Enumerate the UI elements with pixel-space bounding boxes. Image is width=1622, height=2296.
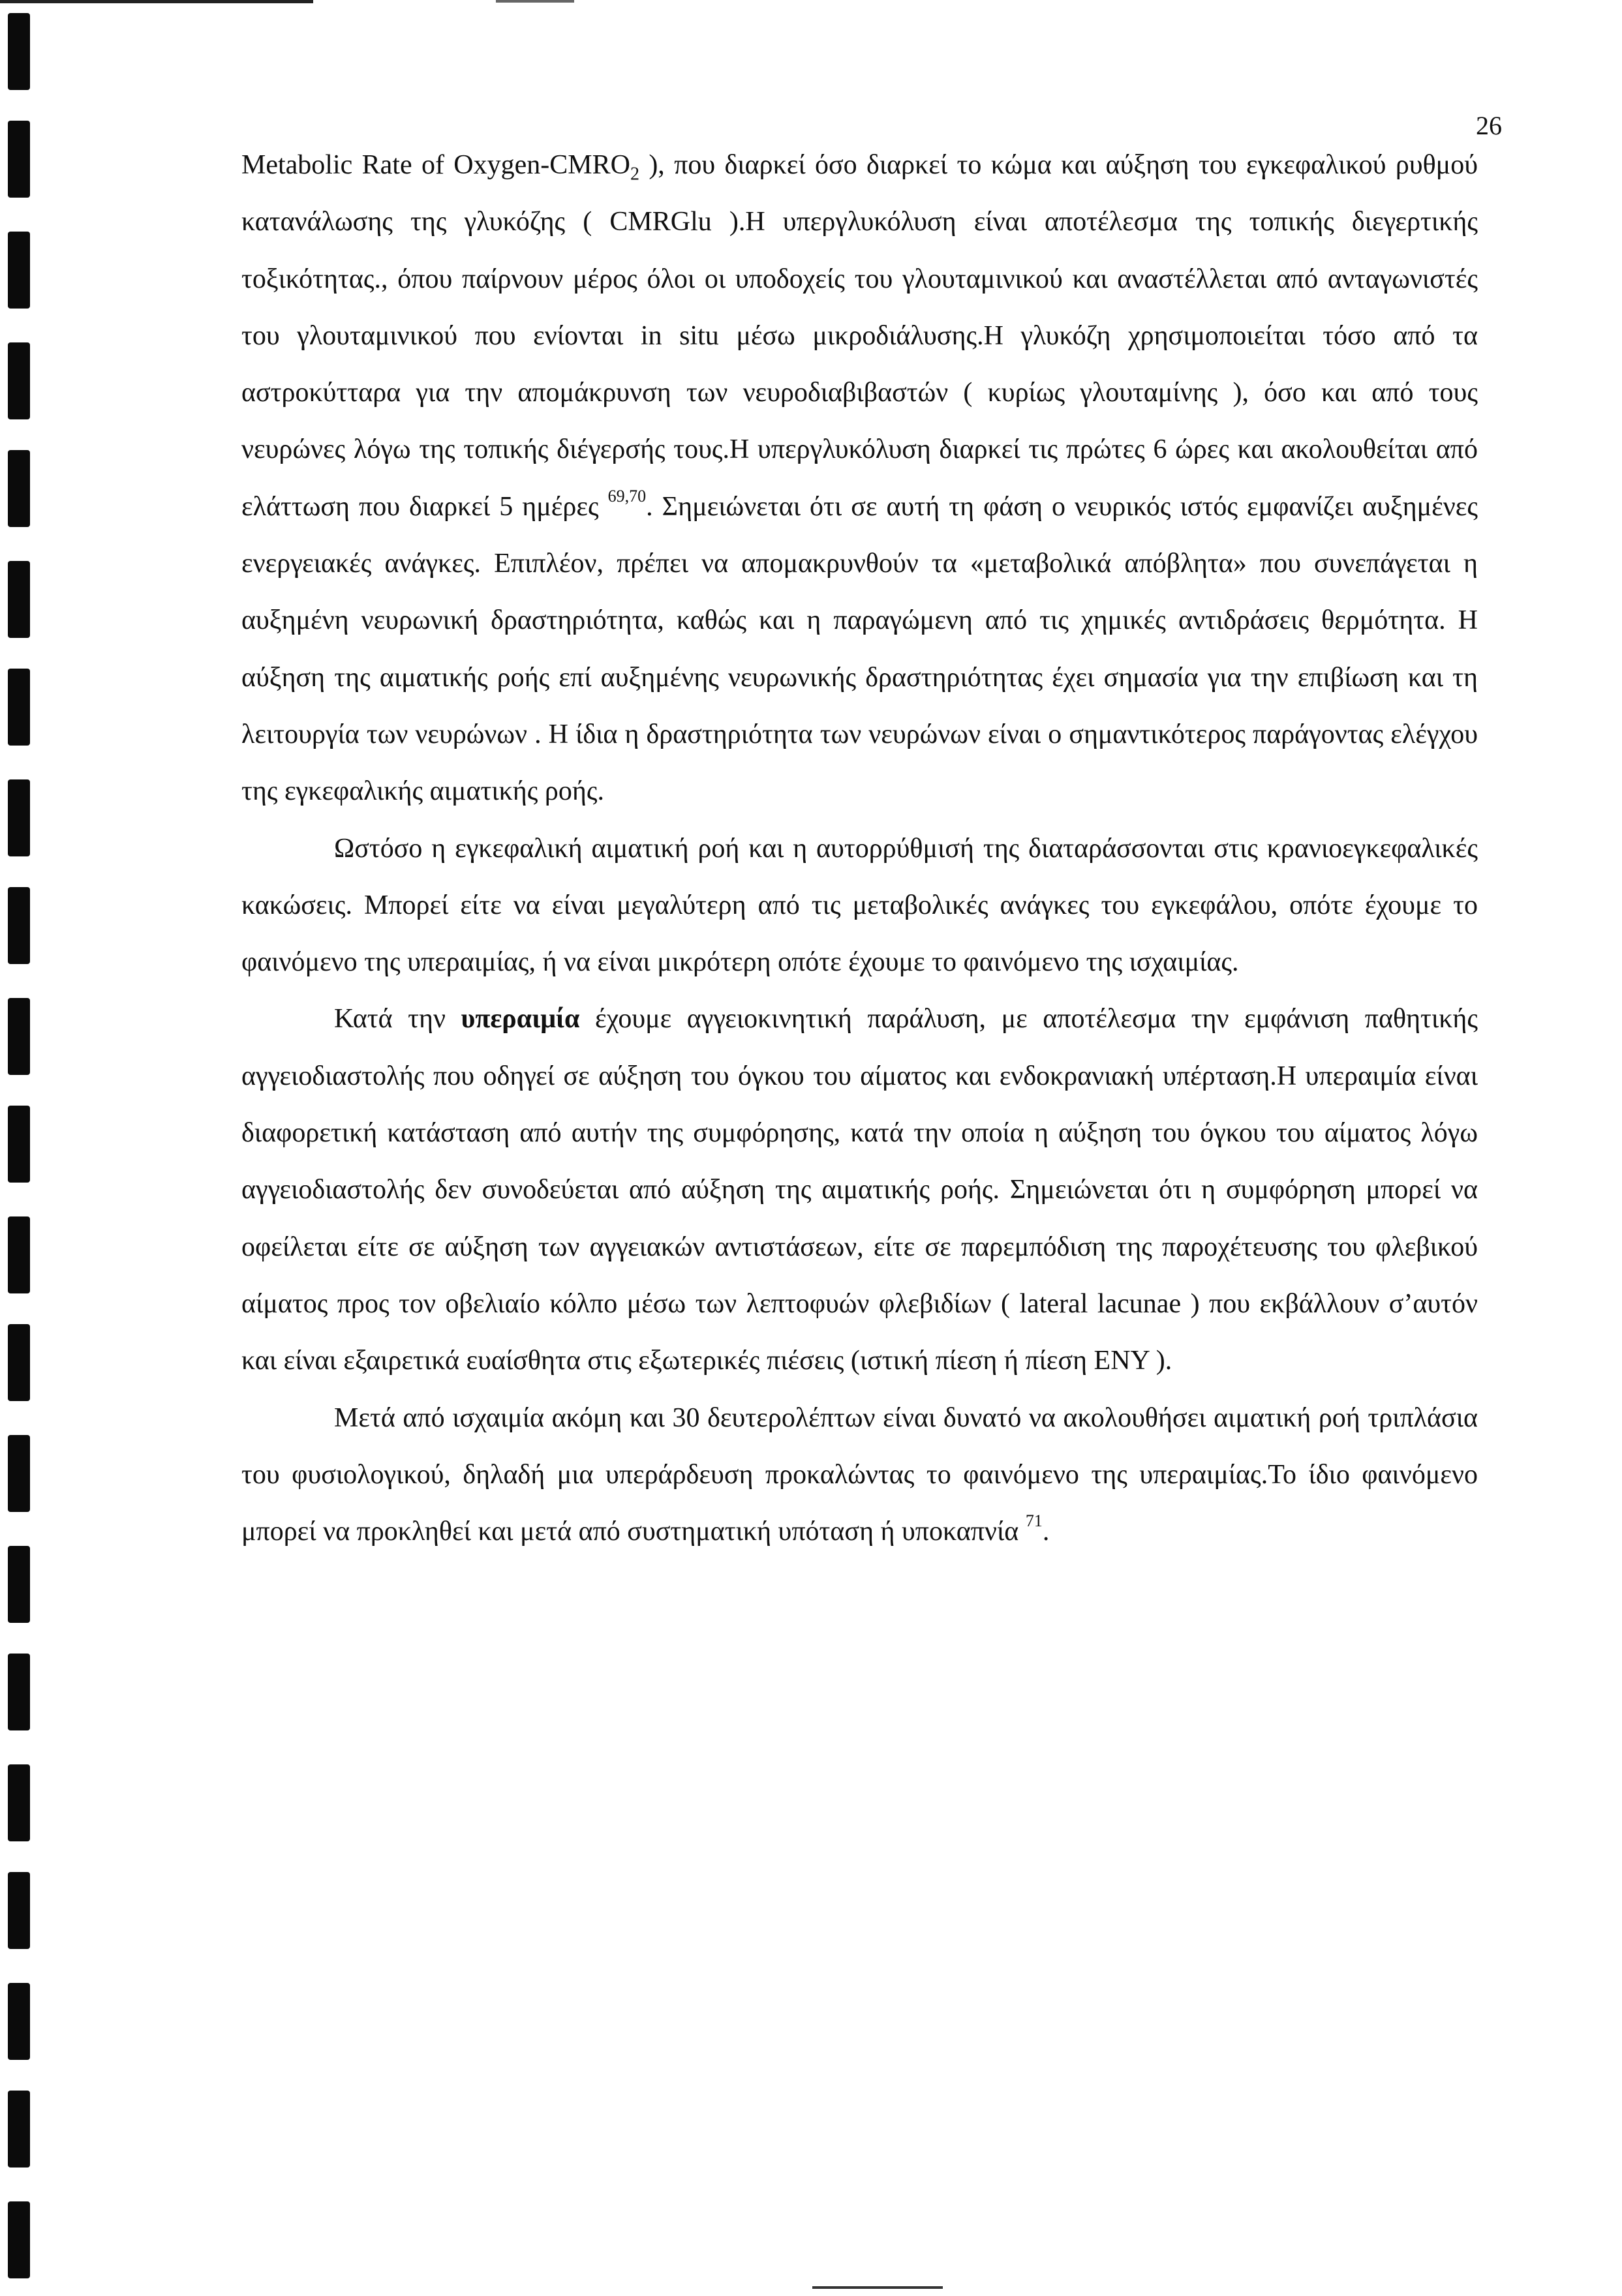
binding-mark <box>8 13 30 90</box>
page-number: 26 <box>1476 111 1502 140</box>
paragraph-3 <box>241 991 1478 1389</box>
binding-mark <box>8 232 30 309</box>
paragraph-4 <box>241 1390 1478 1561</box>
binding-mark <box>8 1324 30 1401</box>
subscript: 2 <box>630 164 639 185</box>
text-run: έχουμε αγγειοκινητική παράλυση, με αποτέλεσμα την εμφάνιση παθητικής αγγειοδιαστολής που οδηγεί σε αύξηση του όγκου του αίματος και ενδοκρανιακή υπέρταση.Η υπεραιμία είναι διαφορετική κατάσταση από αυτήν της συμφόρησης, κατά την οποία η αύξηση του όγκου του αίματος λόγω αγγειοδιαστολής δεν συνοδεύεται από αύξηση της αιματικής ροής. Σημειώνεται ότι η συμφόρηση μπορεί να οφείλεται είτε σε αύξηση των αγγειακών αντιστάσεων, είτε σε παρεμπόδιση της παροχέτευσης του φλεβικού αίματος προς τον οβελιαίο κόλπο μέσω των λεπτοφυών φλεβιδίων ( lateral lacunae ) που εκβάλλουν σ’αυτόν και είναι εξαιρετικά ευαίσθητα στις εξωτερικές πιέσεις (ιστική πίεση ή πίεση ΕΝΥ ). <box>241 1004 1478 1376</box>
text-run: Ωστόσο η εγκεφαλική αιματική ροή και η αυτορρύθμισή της διαταράσσονται στις κρανιοεγκεφαλικές κακώσεις. Μπορεί είτε να είναι μεγαλύτερη από τις μεταβολικές ανάγκες του εγκεφάλου, οπότε έχουμε το φαινόμενο της υπεραιμίας, ή να είναι μικρότερη οπότε έχουμε το φαινόμενο της ισχαιμίας. <box>241 833 1478 978</box>
scan-top-edge <box>0 0 313 3</box>
binding-mark <box>8 121 30 198</box>
text-run: Κατά την <box>334 1004 461 1035</box>
binding-holes <box>0 0 38 2296</box>
bold-term: υπεραιμία <box>461 1004 580 1035</box>
paragraph-2 <box>241 821 1478 991</box>
binding-mark <box>8 2091 30 2168</box>
binding-mark <box>8 1546 30 1623</box>
binding-mark <box>8 342 30 419</box>
scan-bottom-edge <box>812 2286 943 2289</box>
binding-mark <box>8 1872 30 1949</box>
binding-mark <box>8 1764 30 1841</box>
body-text <box>241 137 1478 1560</box>
binding-mark <box>8 450 30 527</box>
text-run: ), που διαρκεί όσο διαρκεί το κώμα και αύξηση του εγκεφαλικού ρυθμού κατανάλωσης της γλυκόζης ( CMRGlu ).Η υπεργλυκόλυση είναι αποτέλεσμα της τοπικής διεγερτικής τοξικότητας., όπου παίρνουν μέρος όλοι οι υποδοχείς του γλουταμινικού και αναστέλλεται από ανταγωνιστές του γλουταμινικού που ενίονται in situ μέσω μικροδιάλυσης.Η γλυκόζη χρησιμοποιείται τόσο από τα αστροκύτταρα για την απομάκρυνση των νευροδιαβιβαστών ( κυρίως γλουταμίνης ), όσο και από τους νευρώνες λόγω της τοπικής διέγερσής τους.Η υπεργλυκόλυση διαρκεί τις πρώτες 6 ώρες και ακολουθείται από ελάττωση που διαρκεί 5 ημέρες <box>241 150 1478 522</box>
binding-mark <box>8 779 30 856</box>
text-run: . Σημειώνεται ότι σε αυτή τη φάση ο νευρικός ιστός εμφανίζει αυξημένες ενεργειακές ανάγκες. Επιπλέον, πρέπει να απομακρυνθούν τα «μεταβολικά απόβλητα» που συνεπάγεται η αυξημένη νευρωνική δραστηριότητα, καθώς και η παραγώμενη από τις χημικές αντιδράσεις θερμότητα. Η αύξηση της αιματικής ροής επί αυξημένης νευρωνικής δραστηριότητας έχει σημασία για την επιβίωση και τη λειτουργία των νευρώνων . Η ίδια η δραστηριότητα των νευρώνων είναι ο σημαντικότερος παράγοντας ελέγχου της εγκεφαλικής αιματικής ροής. <box>241 491 1478 807</box>
binding-mark <box>8 669 30 746</box>
binding-mark <box>8 1216 30 1293</box>
scan-top-edge-fragment <box>496 0 574 3</box>
citation-superscript: 71 <box>1025 1511 1043 1531</box>
binding-mark <box>8 561 30 638</box>
binding-mark <box>8 1983 30 2060</box>
text-run: Metabolic Rate of Oxygen-CMRO <box>241 150 630 180</box>
paragraph-1 <box>241 137 1478 821</box>
binding-mark <box>8 1435 30 1512</box>
citation-superscript: 69,70 <box>607 486 647 506</box>
binding-mark <box>8 2201 30 2278</box>
binding-mark <box>8 1106 30 1183</box>
binding-mark <box>8 1654 30 1730</box>
text-run: Μετά από ισχαιμία ακόμη και 30 δευτερολέπτων είναι δυνατό να ακολουθήσει αιματική ροή τριπλάσια του φυσιολογικού, δηλαδή μια υπεράρδευση προκαλώντας το φαινόμενο της υπεραιμίας.Το ίδιο φαινόμενο μπορεί να προκληθεί και μετά από συστηματική υπόταση ή υποκαπνία <box>241 1402 1478 1547</box>
text-run: . <box>1042 1517 1050 1547</box>
binding-mark <box>8 887 30 964</box>
binding-mark <box>8 998 30 1075</box>
